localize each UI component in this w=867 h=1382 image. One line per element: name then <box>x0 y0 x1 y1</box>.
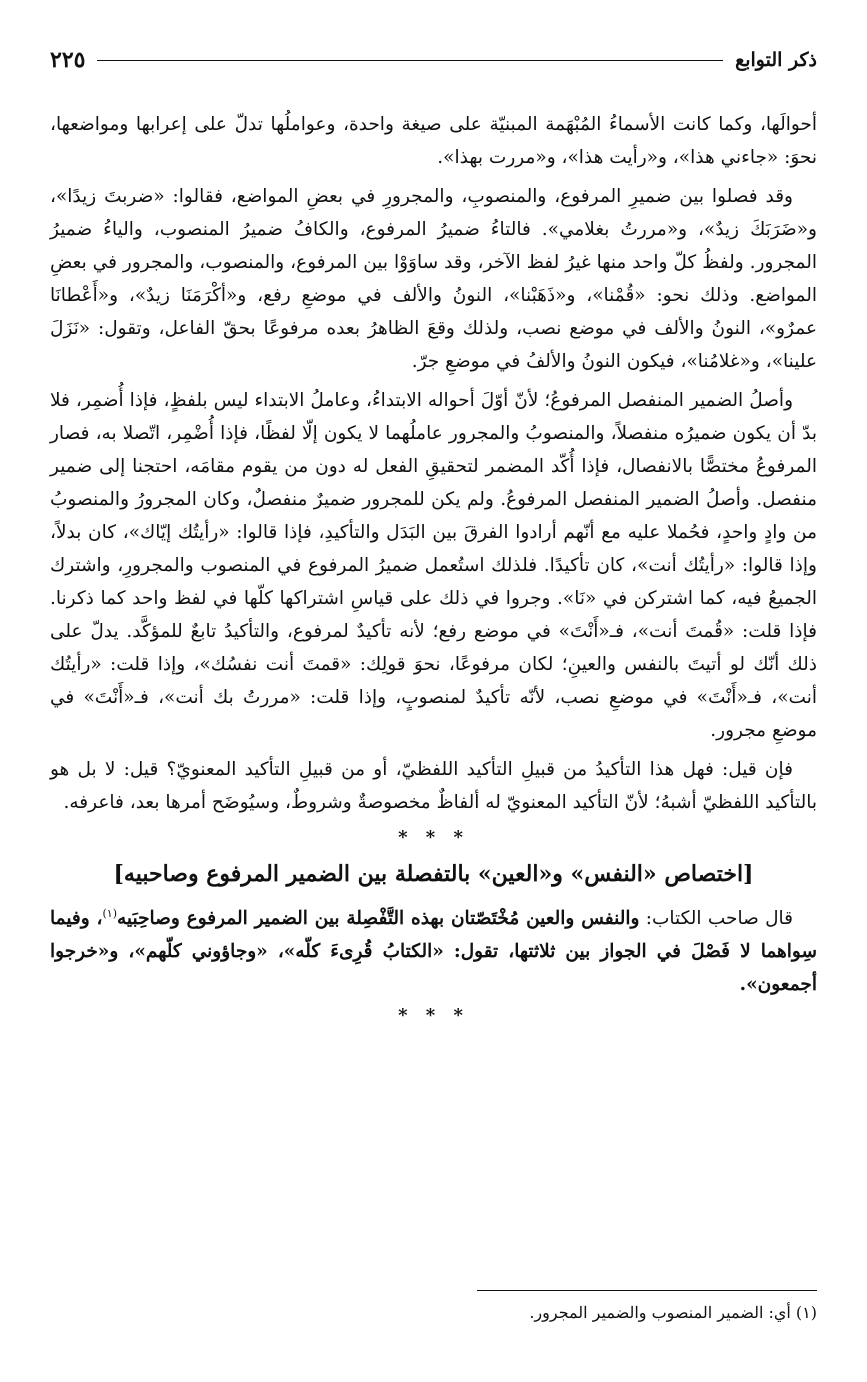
page-number: ٢٢٥ <box>50 47 86 73</box>
matn-text-2: ، وفيما سِواهما لا فَصْلَ في الجواز بين ثلاثتها، تقول: «الكتابُ قُرِىءَ كلّه»، «وجاؤوني كلّهم»، و«خرجوا أجمعون». <box>50 908 817 996</box>
page-header <box>50 42 817 78</box>
header-rule <box>97 60 723 61</box>
matn-lead: قال صاحب الكتاب: <box>639 908 793 930</box>
paragraph-3: وأصلُ الضمير المنفصل المرفوعُ؛ لأنّ أوّلَ أحواله الابتداءُ، وعاملُ الابتداء ليس بلفظٍ، فإذا أُضمِر، فلا بدّ أن يكون ضميرُه منفصلاً، والمنصوبُ والمجرور عاملُهما لا يكون إلّا لفظًا، فإذا أُضْمِر، اتّصلا به، فصار المرفوعُ مختصًّا بالانفصال، فإذا أُكّد المضمر لتحقيقِ الفعل له دون من يقوم مقامَه، احتجنا إلى ضمير منفصل. وأصلُ الضمير المنفصل المرفوعُ. ولم يكن للمجرور ضميرٌ منفصلٌ، وكان المجرورُ والمنصوبُ من وادٍ واحدٍ، فحُملا عليه مع أنّهم أرادوا الفرقَ بين البَدَل والتأكيدِ، فإذا قالوا: «رأيتُك إيّاك»، كان بدلاً، وإذا قالوا: «رأيتُك أنت»، كان تأكيدًا. فلذلك استُعمل ضميرُ المرفوع في المنصوب والمجرورِ، واشترك الجميعُ فيه، كما اشتركن في «نَا». وجروا في ذلك على قياسِ اشتراكها كلّها في لفظ واحد كما ذكرنا. فإذا قلت: «قُمتَ أنت»، فـ«أَنْتَ» في موضع رفع؛ لأنه تأكيدٌ لمرفوع، والتأكيدُ تابعٌ للمؤكَّد. يدلّ على ذلك أنّك لو أتيتَ بالنفس والعينِ؛ لكان مرفوعًا، نحوَ قولِك: «قمتَ أنت نفسُك»، وإذا قلت: «رأيتُك أنت»، فـ«أَنْتَ» في موضعِ نصب، لأنّه تأكيدٌ لمنصوبٍ، وإذا قلت: «مررتُ بك أنت»، فـ«أَنْتَ» في موضعِ مجرور. <box>50 390 817 741</box>
running-title: ذكر التوابع <box>735 49 817 71</box>
paragraph-2: وقد فصلوا بين ضميرِ المرفوع، والمنصوبِ، والمجرورِ في بعضِ المواضع، فقالوا: «ضربتَ زيدًا»، و«ضَرَبَكَ زيدٌ»، و«مررتُ بغلامي». فالتاءُ ضميرُ المرفوع، والكافُ ضميرُ المنصوب، والياءُ ضميرُ المجرور. ولفظُ كلّ واحد منها غيرُ لفظ الآخر، وقد ساوَوْا بين المرفوع، والمنصوب، والمجرور في بعضِ المواضع. وذلك نحو: «قُمْنا»، و«ذَهَبْنا»، النونُ والألف في موضعِ رفع، و«أكْرَمَنَا زيدٌ»، و«أَعْطانَا عمرٌو»، النونُ والألف في موضع نصب، ولذلك وقعَ الظاهرُ بعده مرفوعًا بحقّ الفاعل، وتقول: «نَزَلَ علينا»، و«غلامُنا»، فيكون النونُ والألفُ في موضعِ جرّ. <box>50 186 817 372</box>
footnote-text: (١) أي: الضمير المنصوب والضمير المجرور. <box>529 1303 817 1322</box>
body-text <box>50 108 817 819</box>
matn-text-1: والنفس والعين مُخْتَصّتان بهذه التَّفْصِلة بين الضمير المرفوع وصاحِبَيه <box>117 908 640 930</box>
paragraph-1: أحوالَها، وكما كانت الأسماءُ المُبْهَمة المبنيّة على صيغة واحدة، وعواملُها تدلّ على إعرابها ومواضعها، نحوَ: «جاءني هذا»، و«رأيت هذا»، و«مررت بهذا». <box>50 114 817 168</box>
footnote-rule <box>477 1290 817 1291</box>
section-end-separator: * * * <box>398 1005 469 1027</box>
section-heading: [اختصاص «النفس» و«العين» بالتفصلة بين الضمير المرفوع وصاحبيه] <box>113 861 754 887</box>
section-separator: * * * <box>398 827 469 848</box>
matn-paragraph <box>50 897 817 1001</box>
paragraph-4: فإن قيل: فهل هذا التأكيدُ من قبيلِ التأكيد اللفظيّ، أو من قبيلِ التأكيد المعنويّ؟ قيل: لا بل هو بالتأكيد اللفظيّ أشبهُ؛ لأنّ التأكيد المعنويّ له ألفاظٌ مخصوصةٌ وشروطٌ، وسيُوضَح أمرها بعد، فاعرفه. <box>50 759 817 813</box>
footnote-marker: (١) <box>102 907 118 920</box>
footnote-area <box>50 1290 817 1327</box>
